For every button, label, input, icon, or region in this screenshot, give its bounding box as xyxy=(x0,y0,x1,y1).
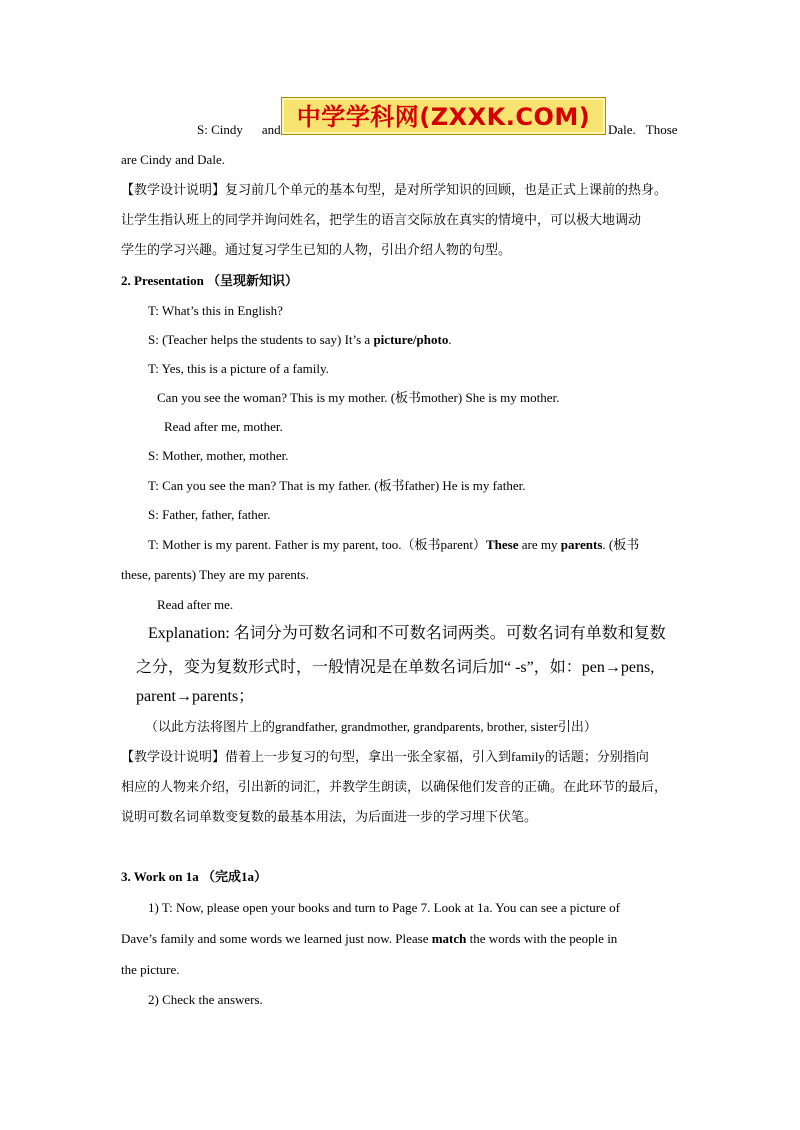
explanation-note: （以此方法将图片上的grandfather, grandmother, grandparents, brother, sister引出） xyxy=(145,719,597,734)
dialogue-line-2: are Cindy and Dale. xyxy=(121,152,225,167)
design-note-line-2: 让学生指认班上的同学并询问姓名，把学生的语言交际放在真实的情境中，可以极大地调动 xyxy=(121,212,642,227)
dialogue-line-dale xyxy=(608,121,678,139)
speaker-text: S: Cindy xyxy=(197,122,243,137)
presentation-line-3: T: Yes, this is a picture of a family. xyxy=(148,361,329,376)
bold-term: parents xyxy=(560,537,603,552)
work-line-2 xyxy=(121,930,617,948)
explanation-line-1: Explanation: 名词分为可数名词和不可数名词两类。可数名词有单数和复数 xyxy=(148,625,666,642)
presentation-line-2 xyxy=(148,331,452,349)
design-note-line-3: 学生的学习兴趣。通过复习学生已知的人物，引出介绍人物的句型。 xyxy=(121,242,512,257)
zxxk-watermark-logo xyxy=(281,97,606,135)
presentation-line-10: these, parents) They are my parents. xyxy=(121,567,309,582)
dialogue-line-cindy xyxy=(197,121,281,139)
explanation-line-2: 之分，变为复数形式时，一般情况是在单数名词后加“ -s”，如：pen→pens, xyxy=(136,659,655,676)
text-segment: . (板书 xyxy=(602,537,640,552)
work-line-4: 2) Check the answers. xyxy=(148,992,263,1007)
word-and: and xyxy=(261,122,281,137)
presentation-line-1: T: What’s this in English? xyxy=(148,303,283,318)
explanation-line-3: parent→parents； xyxy=(136,688,255,705)
text-segment: S: (Teacher helps the students to say) It’s a xyxy=(148,332,374,347)
word-those: Those xyxy=(645,122,678,137)
design-note-2-line-2: 相应的人物来介绍，引出新的词汇，并教学生朗读，以确保他们发音的正确。在此环节的最后， xyxy=(121,779,668,794)
design-note-2-line-1: 【教学设计说明】借着上一步复习的句型，拿出一张全家福，引入到family的话题；分别指向 xyxy=(121,749,649,764)
bold-term: picture/photo xyxy=(373,332,449,347)
design-note-line-1: 【教学设计说明】复习前几个单元的基本句型，是对所学知识的回顾，也是正式上课前的热身。 xyxy=(121,182,668,197)
text-segment: T: Mother is my parent. Father is my parent, too.（板书parent） xyxy=(148,537,487,552)
presentation-line-11: Read after me. xyxy=(157,597,234,612)
word-dale: Dale. xyxy=(608,122,636,137)
text-segment: the words with the people in xyxy=(466,931,618,946)
design-note-2-line-3: 说明可数名词单数变复数的最基本用法，为后面进一步的学习埋下伏笔。 xyxy=(121,809,538,824)
text-segment: are my xyxy=(518,537,561,552)
presentation-line-7: T: Can you see the man? That is my father. (板书father) He is my father. xyxy=(148,478,526,493)
presentation-line-6: S: Mother, mother, mother. xyxy=(148,448,289,463)
presentation-line-4: Can you see the woman? This is my mother. (板书mother) She is my mother. xyxy=(157,390,560,405)
section-heading-presentation: 2. Presentation （呈现新知识） xyxy=(121,273,299,288)
text-segment: . xyxy=(448,332,452,347)
presentation-line-8: S: Father, father, father. xyxy=(148,507,271,522)
work-line-1: 1) T: Now, please open your books and turn to Page 7. Look at 1a. You can see a picture of xyxy=(148,900,620,915)
logo-text: 中学学科网(ZXXK.COM) xyxy=(296,103,591,131)
presentation-line-9 xyxy=(148,536,639,554)
presentation-line-5: Read after me, mother. xyxy=(164,419,283,434)
bold-term: These xyxy=(486,537,519,552)
text-segment: Dave’s family and some words we learned just now. Please xyxy=(121,931,432,946)
work-line-3: the picture. xyxy=(121,962,180,977)
bold-term: match xyxy=(431,931,467,946)
section-heading-work-on-1a: 3. Work on 1a （完成1a） xyxy=(121,869,268,884)
